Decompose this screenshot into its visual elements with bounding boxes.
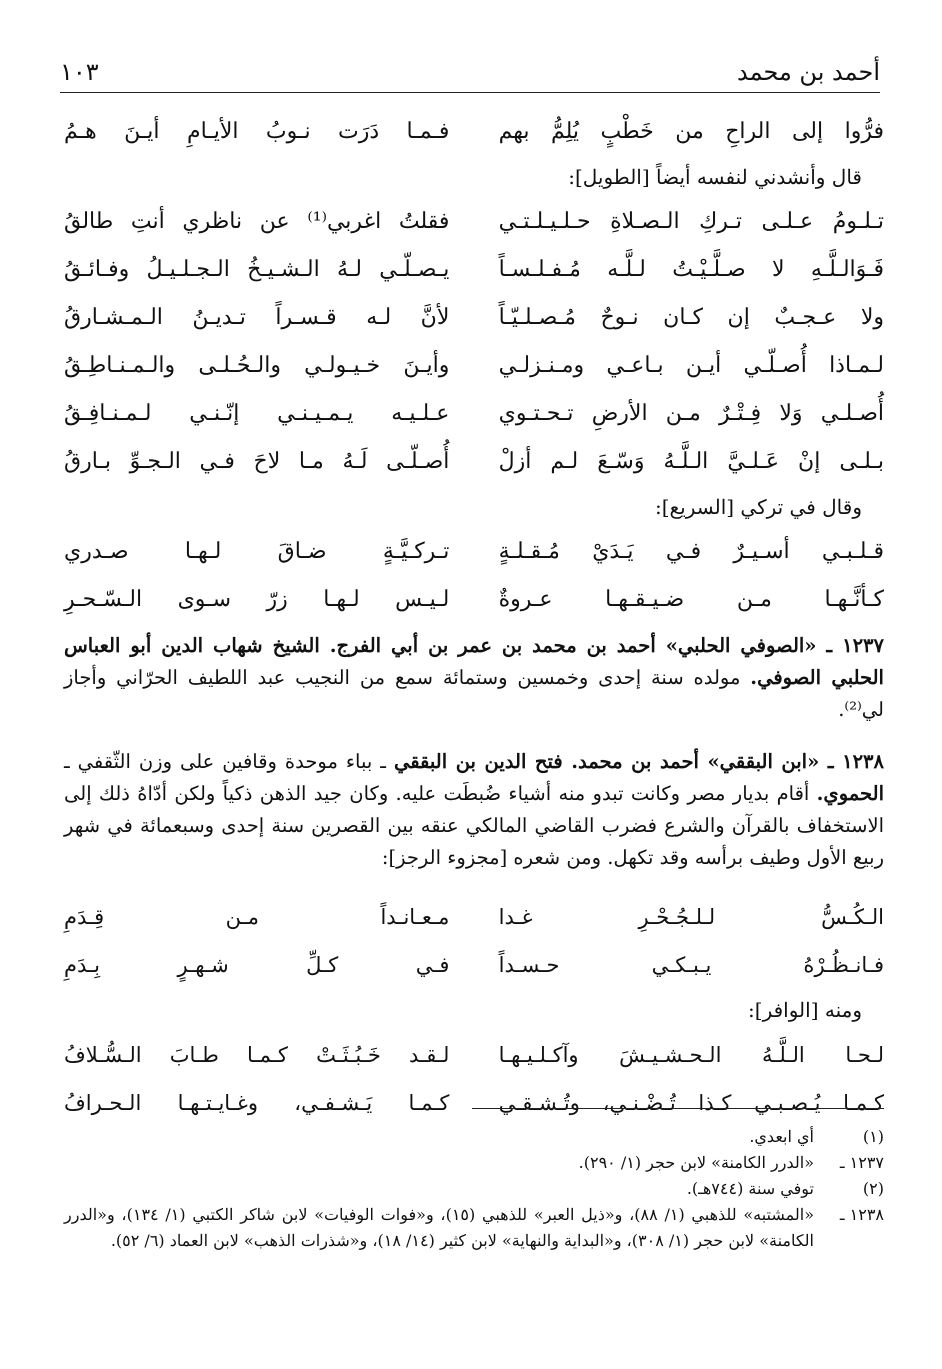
verse-line (64, 390, 884, 438)
verse-first-hemistich: الـكُـسُّ لـلـجُـحْـرِ غـدا (498, 905, 884, 929)
footnote-marker: ١٢٣٧ ـ (839, 1153, 884, 1172)
footnote-text: «المشتبه» للذهبي (١/ ٨٨)، و«ذيل العبر» للذهبي (١٥)، و«فوات الوفيات» لابن شاكر الكتبي (١/ ١٣٤)، و«الدرر الكامنة» لابن حجر (١/ ٣٠٨)، و«البداية والنهاية» لابن كثير (١٤/ ١٨)، و«شذرات الذهب» لابن العماد (٦/ ٥٢). (64, 1205, 814, 1250)
footnote-divider (472, 1108, 884, 1109)
verse-second-hemistich: عـلـيـه يـمـيـنـي إنّـنـي لـمـنـافِـقُ (64, 401, 450, 426)
verse-first-hemistich: فـانـظُـرْهُ يـبـكـي حـسـداً (498, 953, 884, 977)
verse-first-hemistich: كـمـا يُـصـبـي كـذا تُـضْـنـي، وتُـشـقـي (498, 1091, 884, 1115)
verse-first-hemistich: كـأنَّـهـا مـن ضـيـقـهـا عـروةٌ (498, 587, 884, 612)
entry-1238-body: أقام بديار مصر وكانت تبدو منه أشياء ضُبطَت عليه. وكان جيد الذهن ذكياً ولكن أدّاهُ ذلك إلى الاستخفاف بالقرآن والشرع فضرب القاضي المالكي عنقه بين القصرين سنة إحدى وسبعمائة في شهر ربيع الأول وطيف برأسه وقد تكهل. ومن شعره [مجزوء الرجز]: (64, 781, 884, 869)
entry-1237-body: مولده سنة إحدى وخمسين وستمائة سمع من النجيب عبد اللطيف الحرّاني وأجاز لي⁽²⁾. (64, 666, 884, 721)
footnote (64, 1202, 884, 1254)
verse-second-hemistich: يـصـلّـي لـهُ الـشـيـخُ الـجـلـيـلُ وفـائـقُ (64, 257, 450, 282)
entry-1237 (64, 630, 884, 726)
verse-first-hemistich: فرُّوا إلى الراحِ من خَطْبٍ يُلِمُّ بهم (498, 119, 884, 144)
verse-line (64, 941, 884, 989)
footnotes (64, 1124, 884, 1254)
verse-line (64, 528, 884, 576)
page-number: ١٠٣ (60, 58, 99, 86)
footnote-marker: ١٢٣٨ ـ (839, 1205, 884, 1224)
entry-1238-nisba: الحموي. (816, 781, 884, 805)
verse-second-hemistich: أُصـلّـى لَـهُ مـا لاحَ فـي الـجـوِّ بـارقُ (64, 449, 450, 474)
footnote (64, 1124, 884, 1150)
verse-second-hemistich: وأيـنَ خـيـولـي والـحُـلـى والـمـنـاطِـقُ (64, 353, 450, 378)
verse-line (64, 438, 884, 486)
verse-first-hemistich: قـلـبـي أسـيـرٌ فـي يَـدَيْ مُـقـلـةٍ (498, 539, 884, 564)
verse-first-hemistich: فَـوَالـلَّـهِ لا صـلَّـيْـتُ لـلَّـه مُـفـلـسـاً (498, 257, 884, 282)
footnote-marker: (١) (862, 1127, 884, 1146)
verse-line (64, 1079, 884, 1127)
verse-first-hemistich: لـحـا الـلَّـهُ الـحـشـيـشَ وآكـلـيـهـا (498, 1043, 884, 1067)
verse-first-hemistich: لـمـاذا أُصـلّـي أيـن بـاعـي ومـنـزلـي (498, 353, 884, 378)
verse-first-hemistich: أُصـلـي وَلا فِـتْـرٌ مـن الأرضِ تـحـتـوي (498, 401, 884, 426)
running-header (60, 52, 880, 93)
verse-first-hemistich: بـلـى إنْ عَـلـيَّ الـلَّـهُ وَسّـعَ لـم أزلْ (498, 449, 884, 474)
verse-line (64, 294, 884, 342)
entry-1237-heading: ١٢٣٧ ـ «الصوفي الحلبي» أحمد بن محمد بن عمر بن أبي الفرج. الشيخ شهاب الدين أبو العباس الحلبي الصوفي. (64, 634, 884, 689)
footnote-text: توفي سنة (٧٤٤هـ). (686, 1179, 814, 1198)
verse-line (64, 342, 884, 390)
verse-second-hemistich: فـي كـلِّ شـهـرٍ بِـدَمِ (64, 953, 450, 977)
footnote-marker: (٢) (862, 1179, 884, 1198)
verse-line (64, 198, 884, 246)
verse-second-hemistich: فـمـا دَرَت نـوبُ الأيـامِ أيـنَ هـمُ (64, 119, 450, 144)
verse-second-hemistich: تـركـيَّـةٍ ضـاقَ لـهـا صـدري (64, 539, 450, 564)
footnote-text: أي ابعدي. (749, 1127, 814, 1146)
footnote (64, 1176, 884, 1202)
verse-line (64, 893, 884, 941)
verse-first-hemistich: ولا عـجـبٌ إن كـان نـوحٌ مُـصـلـيّـاً (498, 305, 884, 330)
entry-1238-note: ـ بباء موحدة وقافين على وزن الثّقفي ـ (64, 749, 394, 773)
verse-line (64, 1031, 884, 1079)
poem-intro: ومنه [الوافر]: (748, 998, 862, 1022)
verse-first-hemistich: تـلـومُ عـلـى تـركِ الـصـلاةِ حـلـيـلـتـي (498, 209, 884, 234)
main-text (64, 108, 884, 1127)
verse-line (64, 108, 884, 156)
verse-second-hemistich: لـقـد خَـبُـثَـتْ كـمـا طـابَ الـسُّـلافُ (64, 1043, 450, 1067)
poem-intro: قال وأنشدني لنفسه أيضاً [الطويل]: (568, 165, 862, 189)
running-title: أحمد بن محمد (736, 58, 880, 86)
footnote (64, 1150, 884, 1176)
footnote-text: «الدرر الكامنة» لابن حجر (١/ ٢٩٠). (578, 1153, 814, 1172)
entry-1238-heading: ١٢٣٨ ـ «ابن البققي» أحمد بن محمد. فتح الدين بن البققي (393, 749, 884, 773)
verse-second-hemistich: فقلتُ اغربي⁽¹⁾ عن ناظري أنتِ طالقُ (64, 209, 450, 234)
verse-second-hemistich: كـمـا يَـشـفـي، وغـايـتـهـا الـحـرافُ (64, 1091, 450, 1115)
verse-line (64, 576, 884, 624)
verse-second-hemistich: لأنَّ لـه قـسـراً تـديـنُ الـمـشـارقُ (64, 305, 450, 330)
entry-1238 (64, 746, 884, 874)
verse-line (64, 246, 884, 294)
poem-intro: وقال في تركي [السريع]: (654, 495, 862, 519)
verse-second-hemistich: لـيـس لـهـا زرّ سـوى الـسّـحـرِ (64, 587, 450, 612)
verse-second-hemistich: مـعـانـداً مـن قِـدَمِ (64, 905, 450, 929)
